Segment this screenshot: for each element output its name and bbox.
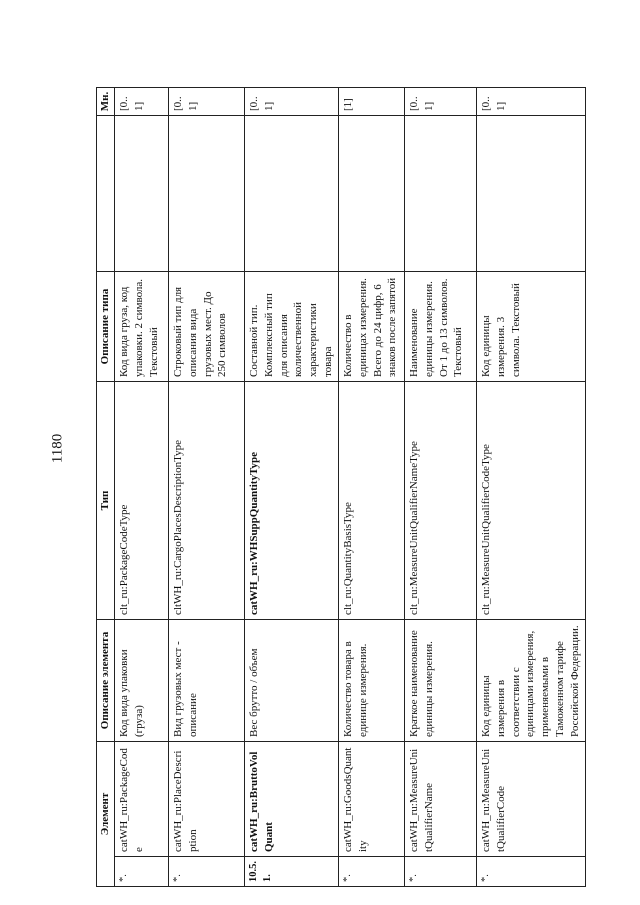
type-description: Код единицы измерения. 3 символа. Текстовый xyxy=(476,272,585,382)
row-number: *. xyxy=(168,857,244,887)
header-row xyxy=(97,88,115,887)
table-row xyxy=(476,88,585,887)
type-name: clt_ru:MeasureUnitQualifierCodeType xyxy=(476,382,585,620)
element-description: Краткое наименование единицы измерения. xyxy=(404,620,476,742)
element-name: catWH_ru:BruttoVolQuant xyxy=(244,742,338,857)
header-type-desc: Описание типа xyxy=(97,272,115,382)
table-row xyxy=(404,88,476,887)
multiplicity: [0..1] xyxy=(114,88,168,116)
blank-cell xyxy=(476,116,585,272)
page-number: 1180 xyxy=(49,433,66,464)
element-description: Вид грузовых мест - описание xyxy=(168,620,244,742)
blank-cell xyxy=(338,116,404,272)
type-description: Наименование единицы измерения. От 1 до 13 символов. Текстовый xyxy=(404,272,476,382)
table-row xyxy=(168,88,244,887)
element-name: catWH_ru:PackageCode xyxy=(114,742,168,857)
element-name: catWH_ru:MeasureUnitQualifierName xyxy=(404,742,476,857)
spec-table xyxy=(96,87,586,887)
table-row xyxy=(244,88,338,887)
table-row xyxy=(114,88,168,887)
element-name: catWH_ru:MeasureUnitQualifierCode xyxy=(476,742,585,857)
type-description: Составной тип. Комплексный тип для описания количественной характеристики товара xyxy=(244,272,338,382)
type-name: catWH_ru:WHSuppQuantityType xyxy=(244,382,338,620)
type-name: clt_ru:MeasureUnitQualifierNameType xyxy=(404,382,476,620)
type-name: clt_ru:PackageCodeType xyxy=(114,382,168,620)
element-description: Вес брутто / объем xyxy=(244,620,338,742)
blank-cell xyxy=(114,116,168,272)
multiplicity: [0..1] xyxy=(168,88,244,116)
rotated-table-wrapper xyxy=(96,88,581,887)
type-description: Количество в единицах измерения. Всего до 24 цифр, 6 знаков после запятой xyxy=(338,272,404,382)
blank-cell xyxy=(244,116,338,272)
type-name: clt_ru:QuantityBasisType xyxy=(338,382,404,620)
element-description: Код вида упаковки (груза) xyxy=(114,620,168,742)
multiplicity: [1] xyxy=(338,88,404,116)
row-number: *. xyxy=(338,857,404,887)
blank-cell xyxy=(404,116,476,272)
type-description: Код вида груза, код упаковки. 2 символа. Текстовый xyxy=(114,272,168,382)
row-number: *. xyxy=(404,857,476,887)
element-name: catWH_ru:GoodsQuantity xyxy=(338,742,404,857)
header-blank xyxy=(97,116,115,272)
type-description: Строковый тип для описания вида грузовых мест. До 250 символов xyxy=(168,272,244,382)
element-description: Код единицы измерения в соответствии с единицами измерения, применяемыми в Таможенном тарифе Российской Федерации. xyxy=(476,620,585,742)
table-row xyxy=(338,88,404,887)
blank-cell xyxy=(168,116,244,272)
type-name: cltWH_ru:CargoPlacesDescriptionType xyxy=(168,382,244,620)
multiplicity: [0..1] xyxy=(476,88,585,116)
multiplicity: [0..1] xyxy=(404,88,476,116)
row-number: *. xyxy=(476,857,585,887)
row-number: *. xyxy=(114,857,168,887)
header-multiplicity: Мн. xyxy=(97,88,115,116)
header-element: Элемент xyxy=(97,742,115,887)
row-number: 10.5.1. xyxy=(244,857,338,887)
element-description: Количество товара в единице измерения. xyxy=(338,620,404,742)
header-type: Тип xyxy=(97,382,115,620)
multiplicity: [0..1] xyxy=(244,88,338,116)
element-name: catWH_ru:PlaceDescription xyxy=(168,742,244,857)
header-element-desc: Описание элемента xyxy=(97,620,115,742)
